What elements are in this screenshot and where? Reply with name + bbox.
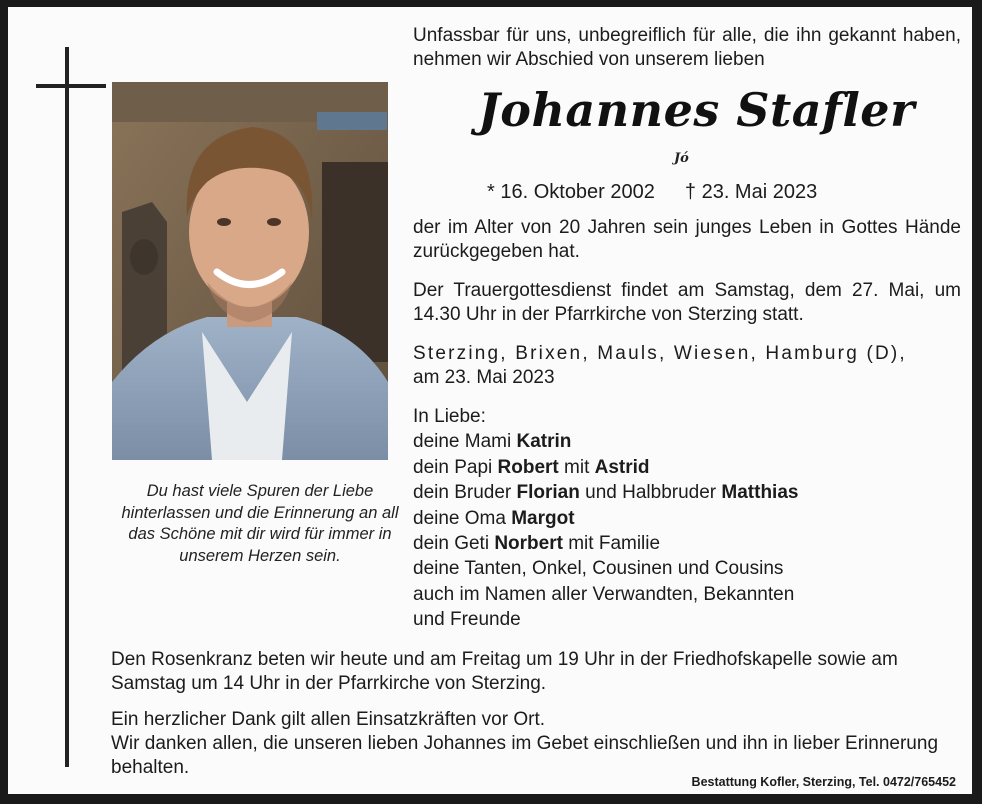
family-line: [413, 429, 961, 454]
family-line: [413, 531, 961, 556]
family-greeting: In Liebe:: [413, 406, 486, 427]
relation: mit Familie: [562, 533, 661, 555]
birth-date: * 16. Oktober 2002: [487, 181, 655, 203]
places-block: [413, 342, 961, 390]
family-line: [413, 506, 961, 531]
family-line: deine Tanten, Onkel, Cousinen und Cousins: [413, 558, 784, 580]
life-dates: [487, 181, 817, 204]
family-line: und Freunde: [413, 609, 521, 631]
family-name: Katrin: [516, 431, 572, 453]
relation: dein Geti: [413, 533, 495, 555]
family-name: Florian: [516, 482, 580, 504]
relation: deine Mami: [413, 431, 517, 453]
obituary-card: [8, 7, 972, 794]
place-date: am 23. Mai 2023: [413, 367, 555, 388]
cross-icon-bar: [36, 84, 106, 88]
thanks-line: Wir danken allen, die unseren lieben Johannes im Gebet einschließen und ihn in lieber Erinnerung behalten.: [111, 733, 939, 778]
deceased-name: Johannes Stafler: [478, 83, 915, 137]
family-name: Matthias: [721, 482, 799, 504]
service-text: Der Trauergottesdienst findet am Samstag, dem 27. Mai, um 14.30 Uhr in der Pfarrkirche von Sterzing statt.: [413, 280, 961, 325]
death-date: † 23. Mai 2023: [684, 181, 818, 203]
relation: und Halbbruder: [579, 482, 722, 504]
age-text: der im Alter von 20 Jahren sein junges Leben in Gottes Hände zurückgegeben hat.: [413, 217, 961, 262]
places: Sterzing, Brixen, Mauls, Wiesen, Hamburg (D),: [413, 343, 907, 364]
nickname: Jó: [674, 151, 689, 166]
family-name: Margot: [511, 507, 575, 529]
relation: dein Bruder: [413, 482, 517, 504]
relation: deine Oma: [413, 507, 512, 529]
family-name: Robert: [497, 456, 559, 478]
portrait-photo: [112, 82, 388, 460]
family-name: Astrid: [594, 456, 650, 478]
relation: mit: [558, 456, 595, 478]
cross-icon: [65, 47, 69, 767]
intro-text: Unfassbar für uns, unbegreiflich für alle, die ihn gekannt haben, nehmen wir Abschied von unserem lieben: [413, 25, 961, 70]
thanks-block: [111, 708, 956, 780]
rosary-text: Den Rosenkranz beten wir heute und am Freitag um 19 Uhr in der Friedhofskapelle sowie am Samstag um 14 Uhr in der Pfarrkirche von Sterzing.: [111, 649, 898, 694]
family-name: Norbert: [494, 533, 563, 555]
memorial-quote: Du hast viele Spuren der Liebe hinterlassen und die Erinnerung an all das Schöne mit dir wird für immer in unserem Herzen sein.: [121, 482, 399, 565]
relation: dein Papi: [413, 456, 498, 478]
family-line: auch im Namen aller Verwandten, Bekannten: [413, 583, 795, 605]
family-line: [413, 480, 961, 505]
thanks-line: Ein herzlicher Dank gilt allen Einsatzkräften vor Ort.: [111, 709, 546, 730]
funeral-home: Bestattung Kofler, Sterzing, Tel. 0472/765452: [691, 775, 956, 789]
family-line: [413, 455, 961, 480]
family-list: [413, 404, 961, 633]
